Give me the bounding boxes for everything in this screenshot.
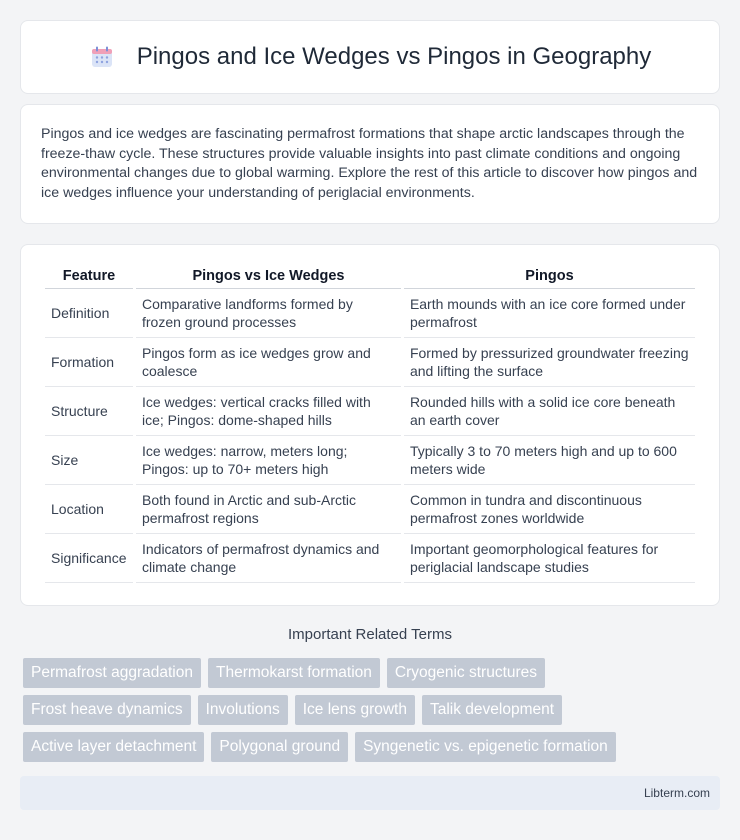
calendar-icon: [89, 44, 115, 70]
intro-card: [20, 104, 720, 224]
row-comparison: Ice wedges: narrow, meters long; Pingos: up to 70+ meters high: [136, 436, 401, 485]
table-row: [45, 436, 695, 485]
tag-polygonal-ground[interactable]: Polygonal ground: [211, 732, 348, 762]
row-feature: Size: [45, 436, 133, 485]
row-pingos: Typically 3 to 70 meters high and up to 600 meters wide: [404, 436, 695, 485]
tag-frost-heave-dynamics[interactable]: Frost heave dynamics: [23, 695, 191, 725]
table-row: [45, 289, 695, 338]
table-row: [45, 338, 695, 387]
table-header-row: [45, 263, 695, 289]
row-feature: Definition: [45, 289, 133, 338]
row-feature: Location: [45, 485, 133, 534]
tag-row: [23, 658, 723, 688]
tag-talik-development[interactable]: Talik development: [422, 695, 562, 725]
table-row: [45, 485, 695, 534]
header-feature: Feature: [45, 263, 133, 289]
tag-thermokarst-formation[interactable]: Thermokarst formation: [208, 658, 380, 688]
tag-syngenetic-vs-epigenetic[interactable]: Syngenetic vs. epigenetic formation: [355, 732, 616, 762]
related-terms-tags: [23, 658, 723, 769]
table-row: [45, 534, 695, 583]
row-feature: Structure: [45, 387, 133, 436]
footer-site-link[interactable]: Libterm.com: [643, 786, 710, 800]
header-pingos-vs-ice-wedges: Pingos vs Ice Wedges: [136, 263, 401, 289]
page-title: Pingos and Ice Wedges vs Pingos in Geography: [136, 43, 652, 70]
title-card: [20, 20, 720, 94]
tag-permafrost-aggradation[interactable]: Permafrost aggradation: [23, 658, 201, 688]
row-pingos: Rounded hills with a solid ice core beneath an earth cover: [404, 387, 695, 436]
header-pingos: Pingos: [404, 263, 695, 289]
table-row: [45, 387, 695, 436]
row-pingos: Important geomorphological features for periglacial landscape studies: [404, 534, 695, 583]
row-feature: Significance: [45, 534, 133, 583]
row-pingos: Common in tundra and discontinuous permafrost zones worldwide: [404, 485, 695, 534]
row-comparison: Indicators of permafrost dynamics and climate change: [136, 534, 401, 583]
tag-involutions[interactable]: Involutions: [198, 695, 288, 725]
row-pingos: Earth mounds with an ice core formed under permafrost: [404, 289, 695, 338]
row-comparison: Ice wedges: vertical cracks filled with ice; Pingos: dome-shaped hills: [136, 387, 401, 436]
row-pingos: Formed by pressurized groundwater freezing and lifting the surface: [404, 338, 695, 387]
row-comparison: Both found in Arctic and sub-Arctic permafrost regions: [136, 485, 401, 534]
row-comparison: Comparative landforms formed by frozen ground processes: [136, 289, 401, 338]
row-comparison: Pingos form as ice wedges grow and coalesce: [136, 338, 401, 387]
tag-active-layer-detachment[interactable]: Active layer detachment: [23, 732, 204, 762]
comparison-table-card: [20, 244, 720, 606]
row-feature: Formation: [45, 338, 133, 387]
tag-row: [23, 732, 723, 762]
tag-row: [23, 695, 723, 725]
tag-ice-lens-growth[interactable]: Ice lens growth: [295, 695, 415, 725]
footer: [20, 776, 720, 810]
intro-text: Pingos and ice wedges are fascinating permafrost formations that shape arctic landscapes through the freeze-thaw cycle. These structures provide valuable insights into past climate conditions and ongoing environmental changes due to global warming. Explore the rest of this article to discover how pingos and ice wedges influence your understanding of periglacial environments.: [41, 126, 698, 201]
related-terms-title: Important Related Terms: [288, 626, 452, 643]
comparison-table: [42, 263, 698, 583]
tag-cryogenic-structures[interactable]: Cryogenic structures: [387, 658, 545, 688]
